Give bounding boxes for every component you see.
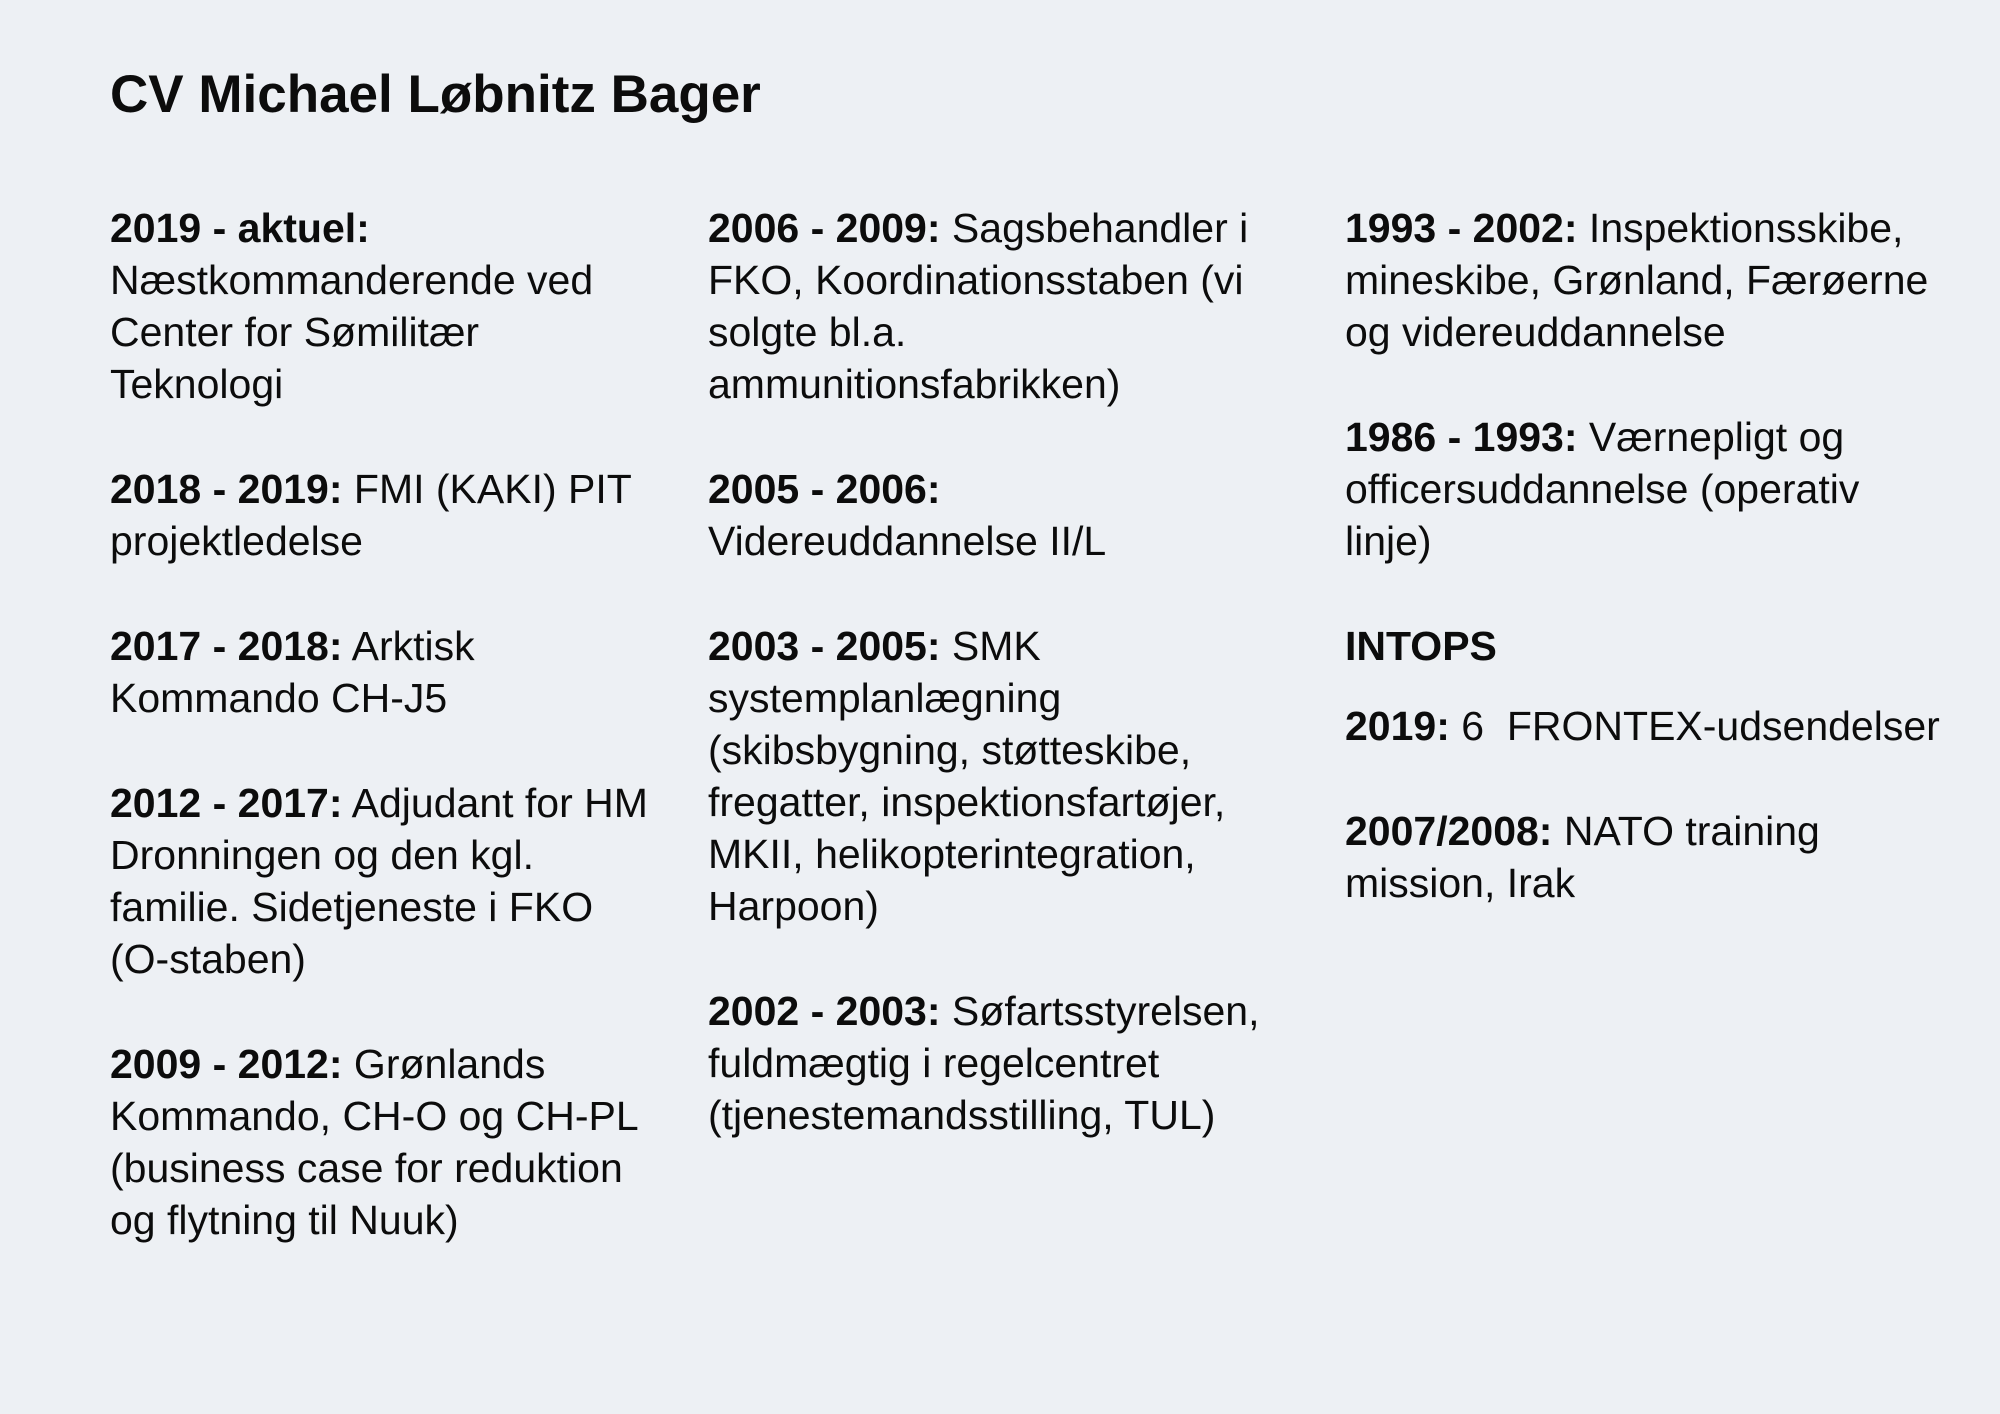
entry-description: Grønlands Kommando, CH-O og CH-PL (business case for reduktion og flytning til Nuuk)	[110, 1041, 649, 1243]
entry-description: 6 FRONTEX-udsendelser	[1461, 703, 1940, 749]
entry-period: 2019 - aktuel:	[110, 205, 370, 251]
cv-column-1	[110, 202, 660, 1299]
cv-columns	[110, 202, 1960, 1299]
entry-description: Videreuddannelse II/L	[708, 518, 1107, 564]
cv-entry	[708, 463, 1308, 567]
entry-description: NATO training mission, Irak	[1345, 808, 1832, 906]
entry-period: 2012 - 2017:	[110, 780, 343, 826]
cv-entry	[708, 620, 1308, 932]
page-title: CV Michael Løbnitz Bager	[110, 65, 761, 124]
cv-entry	[708, 202, 1308, 410]
cv-entry	[110, 620, 653, 724]
entry-period: 2009 - 2012:	[110, 1041, 343, 1087]
entry-description: Sagsbehandler i FKO, Koordinationsstaben (vi solgte bl.a. ammunitionsfabrikken)	[708, 205, 1260, 407]
entry-period: 2018 - 2019:	[110, 466, 343, 512]
cv-entry	[110, 777, 660, 985]
entry-period: 2003 - 2005:	[708, 623, 941, 669]
entry-description: Arktisk Kommando CH-J5	[110, 623, 487, 721]
entry-description: SMK systemplanlægning (skibsbygning, støtteskibe, fregatter, inspektionsfartøjer, MKII, helikopterintegration, Harpoon)	[708, 623, 1237, 929]
entry-period: 1986 - 1993:	[1345, 414, 1578, 460]
cv-column-3	[1345, 202, 1950, 962]
entry-period: 2017 - 2018:	[110, 623, 343, 669]
entry-description: Adjudant for HM Dronningen og den kgl. familie. Sidetjeneste i FKO (O-staben)	[110, 780, 660, 982]
intops-heading: INTOPS	[1345, 623, 1497, 669]
cv-entry	[1345, 700, 1950, 752]
entry-description: Værnepligt og officersuddannelse (operativ linje)	[1345, 414, 1871, 564]
entry-description: Næstkommanderende ved Center for Sømilitær Teknologi	[110, 257, 605, 407]
cv-entry	[1345, 411, 1950, 567]
entry-period: 2002 - 2003:	[708, 988, 941, 1034]
entry-period: 1993 - 2002:	[1345, 205, 1578, 251]
cv-column-2	[708, 202, 1308, 1194]
entry-period: 2005 - 2006:	[708, 466, 941, 512]
entry-period: 2019:	[1345, 703, 1450, 749]
entry-description: Søfartsstyrelsen, fuldmægtig i regelcentret (tjenestemandsstilling, TUL)	[708, 988, 1271, 1138]
cv-entry	[1345, 202, 1950, 358]
cv-entry	[708, 985, 1308, 1141]
entry-description: Inspektionsskibe, mineskibe, Grønland, Færøerne og videreuddannelse	[1345, 205, 1940, 355]
entry-description: FMI (KAKI) PIT projektledelse	[110, 466, 643, 564]
cv-entry	[110, 202, 653, 410]
entry-period: 2007/2008:	[1345, 808, 1553, 854]
cv-entry	[110, 1038, 653, 1246]
cv-entry	[110, 463, 653, 567]
entry-period: 2006 - 2009:	[708, 205, 941, 251]
cv-entry	[1345, 805, 1950, 909]
